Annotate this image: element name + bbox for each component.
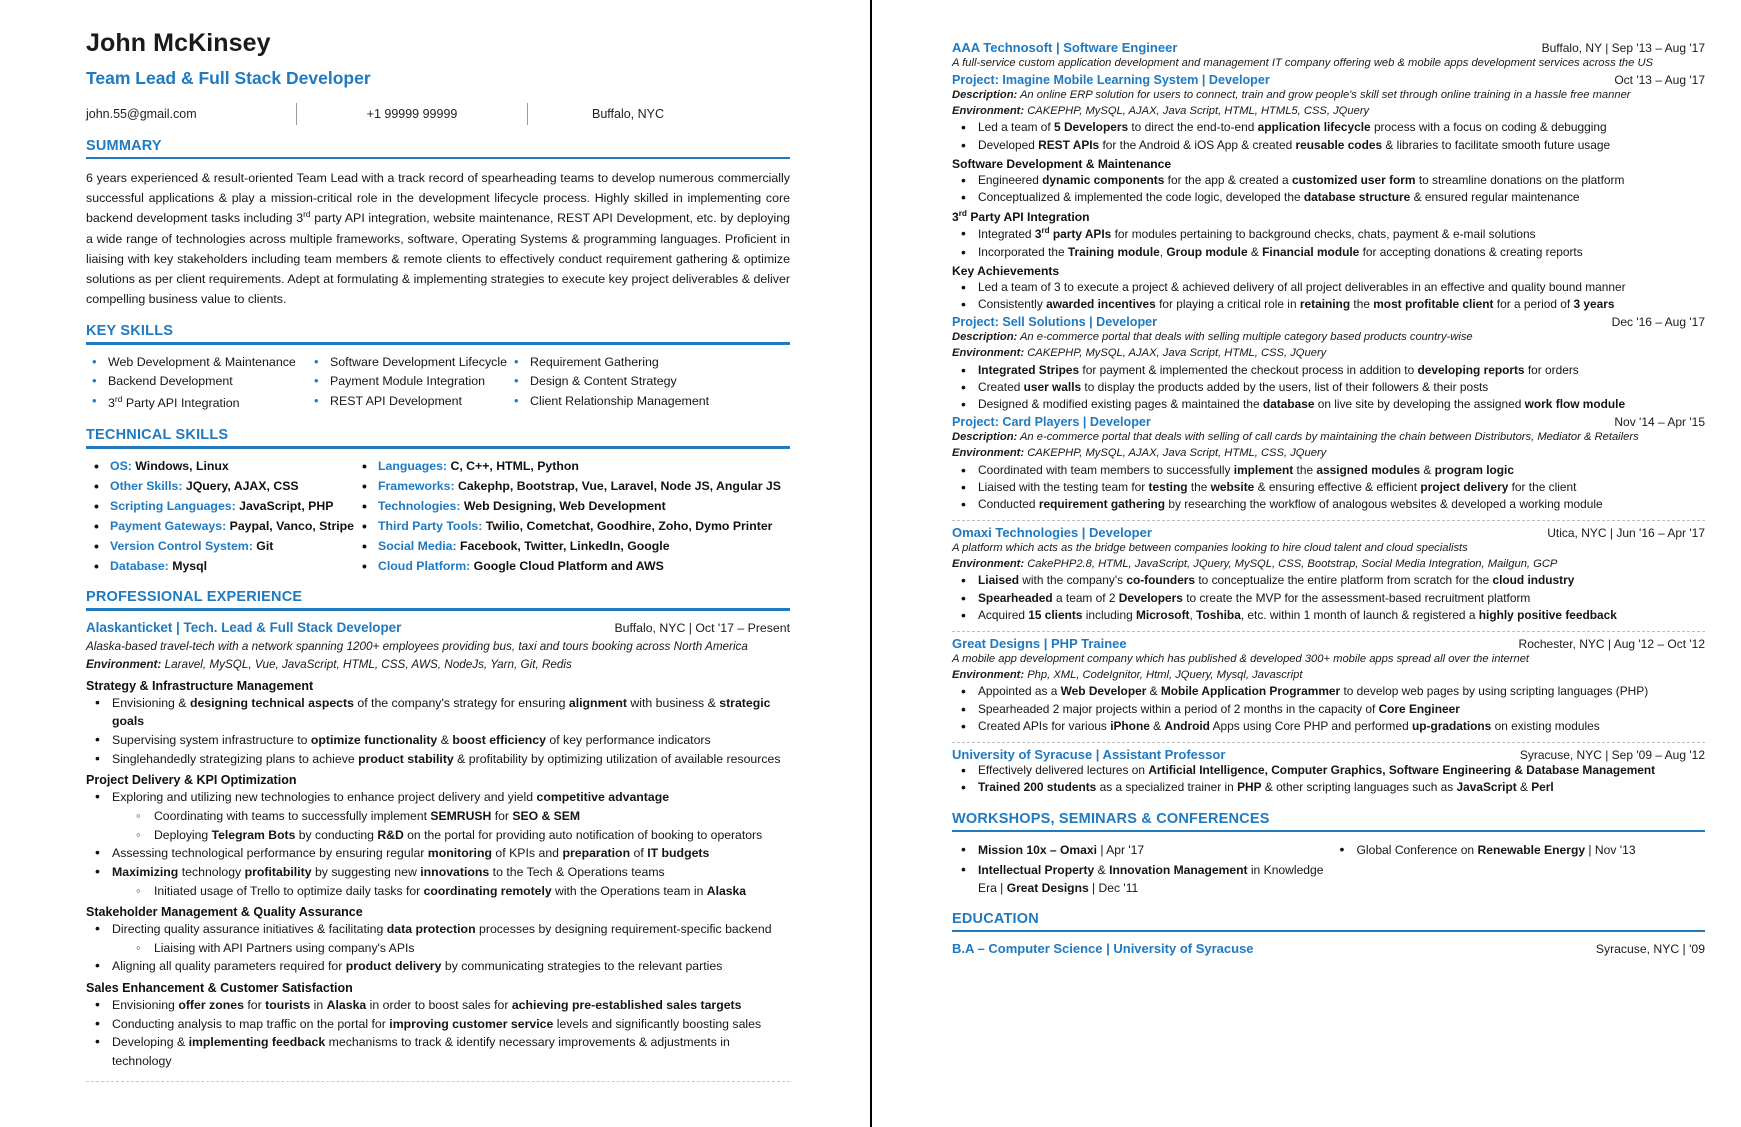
contact-email[interactable]: john.55@gmail.com [86,106,197,121]
job-description: A mobile app development company which has published & developed 300+ mobile apps spread all over the internet [952,653,1530,666]
entry-divider [952,742,1705,743]
education-degree: B.A – Computer Science | University of Syracuse [952,941,1254,957]
bullet-item: • Created APIs for various iPhone & Android Apps using Core PHP and performed up-gradations on existing modules [958,718,1705,735]
sub-bullet-item: ◦ Coordinating with teams to successfully implement SEMRUSH for SEO & SEM [134,807,790,826]
job-subsection-heading: Stakeholder Management & Quality Assurance [86,905,363,920]
project-environment: Environment: CAKEPHP, MySQL, AJAX, Java Script, HTML, HTML5, CSS, JQuery [952,105,1370,118]
bullet-item: • Conceptualized & implemented the code logic, developed the database structure & ensured regular maintenance [958,189,1705,206]
technical-skill-item: • Cloud Platform: Google Cloud Platform and AWS [360,558,790,576]
bullet-item: • Led a team of 3 to execute a project & achieved delivery of all project deliverables in an effective and quality bound manner [958,279,1705,296]
education-row [952,941,1705,956]
bullet-list [952,172,1705,207]
project-subsection-heading: Software Development & Maintenance [952,156,1172,171]
bullet-item: • Appointed as a Web Developer & Mobile Application Programmer to develop web pages by using scripting languages (PHP) [958,683,1705,700]
project-description: Description: An e-commerce portal that deals with selling of call cards by maintaining the chain between Distributors, Mediator & Retailers [952,431,1639,444]
job-subsection-heading: Project Delivery & KPI Optimization [86,773,297,788]
bullet-item: • Created user walls to display the products added by the users, list of their followers & their posts [958,379,1705,396]
entry-header [86,620,790,635]
key-skill-item: • Requirement Gathering [512,354,790,372]
project-description: Description: An e-commerce portal that deals with selling multiple category based products country-wise [952,331,1473,344]
key-skill-item: • Payment Module Integration [312,373,512,391]
job-meta: Rochester, NYC | Aug '12 – Oct '12 [1518,637,1705,652]
technical-skill-item: • Other Skills: JQuery, AJAX, CSS [92,478,360,496]
bullet-list [952,462,1705,514]
workshop-item: • Global Conference on Renewable Energy | Nov '13 [1337,841,1706,859]
job-description: A platform which acts as the bridge between companies looking to hire cloud talent and cloud specialists [952,542,1468,555]
bullet-list [952,683,1705,735]
key-skill-item: • Client Relationship Management [512,393,790,413]
sub-bullet-item: ◦ Deploying Telegram Bots by conducting R&D on the portal for providing auto notification of booking to operators [134,826,790,845]
contact-row [86,104,790,124]
technical-skill-item: • OS: Windows, Linux [92,458,360,476]
section-heading-workshops: WORKSHOPS, SEMINARS & CONFERENCES [952,810,1270,827]
project-subsection-heading: 3rd Party API Integration [952,209,1090,225]
job-description: A full-service custom application development and management IT company offering web & mobile apps development services across the US [952,57,1654,69]
key-skill-item: • Web Development & Maintenance [90,354,312,372]
bullet-item: • Directing quality assurance initiatives & facilitating data protection processes by designing requirement-specific backend ◦ Liaising with API Partners using company's APIs [92,920,790,957]
entry-divider [952,520,1705,521]
bullet-list [952,762,1705,797]
project-meta: Dec '16 – Aug '17 [1611,315,1705,330]
job-subsection-heading: Sales Enhancement & Customer Satisfaction [86,981,353,996]
bullet-item: • Trained 200 students as a specialized trainer in PHP & other scripting languages such as JavaScript & Perl [958,779,1705,796]
section-heading-summary: SUMMARY [86,137,162,154]
sub-bullet-list [112,882,790,901]
project-environment: Environment: CAKEPHP, MySQL, AJAX, Java Script, HTML, CSS, JQuery [952,447,1327,460]
key-skill-item: • 3rd Party API Integration [90,393,312,413]
technical-skill-item: • Database: Mysql [92,558,360,576]
bullet-list [952,279,1705,314]
bullet-item: • Assessing technological performance by ensuring regular monitoring of KPIs and preparation of IT budgets [92,844,790,863]
section-rule [86,342,790,345]
key-skills-grid [86,354,790,414]
bullet-item: • Supervising system infrastructure to optimize functionality & boost efficiency of key performance indicators [92,731,790,750]
section-heading-key-skills: KEY SKILLS [86,323,174,340]
bullet-item: • Integrated 3rd party APIs for modules pertaining to background checks, chats, payment & e-mail solutions [958,225,1705,243]
sub-bullet-list [112,939,790,958]
key-skill-item: • Design & Content Strategy [512,373,790,391]
bullet-list [86,996,790,1071]
entry-header [952,73,1705,87]
bullet-item: • Envisioning & designing technical aspects of the company's strategy for ensuring alignment with business & strategic goals [92,694,790,731]
project-subsection-heading: Key Achievements [952,263,1060,278]
bullet-list [952,119,1705,154]
contact-phone[interactable]: +1 99999 99999 [366,106,458,121]
sub-bullet-item: ◦ Liaising with API Partners using company's APIs [134,939,790,958]
bullet-list [86,788,790,900]
bullet-item: • Led a team of 5 Developers to direct the end-to-end application lifecycle process with a focus on coding & debugging [958,119,1705,136]
bullet-list [952,362,1705,414]
section-rule [86,157,790,160]
sub-bullet-item: ◦ Initiated usage of Trello to optimize daily tasks for coordinating remotely with the Operations team in Alaska [134,882,790,901]
bullet-item: • Conducted requirement gathering by researching the workflow of analogous websites & developed a working module [958,496,1705,513]
left-column [0,0,870,1127]
project-title[interactable]: Project: Sell Solutions | Developer [952,315,1158,330]
technical-skill-item: • Version Control System: Git [92,538,360,556]
experience-left [86,620,790,1071]
page-title: John McKinsey [86,29,271,57]
job-meta: Syracuse, NYC | Sep '09 – Aug '12 [1519,748,1705,763]
entry-header [952,415,1705,429]
bullet-item: • Liaised with the testing team for testing the website & ensuring effective & efficient project delivery for the client [958,479,1705,496]
project-meta: Nov '14 – Apr '15 [1614,415,1705,430]
bullet-list [952,572,1705,624]
bullet-item: • Developing & implementing feedback mechanisms to track & identify necessary improvements & adjustments in technology [92,1033,790,1070]
job-meta: Buffalo, NYC | Oct '17 – Present [614,620,790,635]
bullet-item: • Incorporated the Training module, Group module & Financial module for accepting donations & creating reports [958,244,1705,261]
bullet-item: • Engineered dynamic components for the app & created a customized user form to streamline donations on the platform [958,172,1705,189]
bullet-item: • Developed REST APIs for the Android & iOS App & created reusable codes & libraries to facilitate smooth future usage [958,137,1705,154]
job-environment: Environment: Php, XML, CodeIgnitor, Html, JQuery, Mysql, Javascript [952,669,1303,682]
bullet-item: • Exploring and utilizing new technologies to enhance project delivery and yield competitive advantage ◦ Coordinating with teams to successfully implement SEMRUSH for SEO & SEM ◦ Deploying Telegram Bots by conducting R&D on the portal for providing auto notification of booking to operators [92,788,790,844]
bullet-item: • Singlehandedly strategizing plans to achieve product stability & profitability by optimizing utilization of available resources [92,750,790,769]
workshop-spacer [1337,861,1706,897]
job-title[interactable]: Great Designs | PHP Trainee [952,636,1127,652]
bullet-item: • Spearheaded 2 major projects within a period of 2 months in the capacity of Core Engineer [958,701,1705,718]
project-environment: Environment: CAKEPHP, MySQL, AJAX, Java Script, HTML, CSS, JQuery [952,347,1327,360]
job-description: Alaska-based travel-tech with a network spanning 1200+ employees providing bus, taxi and tours booking across North America [86,639,748,653]
job-meta: Buffalo, NY | Sep '13 – Aug '17 [1541,41,1705,55]
experience-right [952,40,1705,797]
bullet-item: • Aligning all quality parameters required for product delivery by communicating strategies to the relevant parties [92,957,790,976]
section-heading-education: EDUCATION [952,911,1039,928]
technical-skill-item: • Languages: C, C++, HTML, Python [360,458,790,476]
section-heading-professional-experience: PROFESSIONAL EXPERIENCE [86,589,303,606]
bullet-item: • Spearheaded a team of 2 Developers to create the MVP for the assessment-based recruitment platform [958,590,1705,607]
technical-skill-item: • Scripting Languages: JavaScript, PHP [92,498,360,516]
workshop-item: • Intellectual Property & Innovation Management in Knowledge Era | Great Designs | Dec '11 [958,861,1327,897]
right-column [870,0,1741,1127]
project-title[interactable]: Project: Card Players | Developer [952,415,1151,430]
entry-header [952,525,1705,540]
job-environment: Environment: CakePHP2.8, HTML, JavaScript, JQuery, MySQL, CSS, Bootstrap, Social Media Integration, Mailgun, GCP [952,558,1558,571]
bullet-list [952,225,1705,260]
project-meta: Oct '13 – Aug '17 [1614,73,1705,88]
bullet-item: • Coordinated with team members to successfully implement the assigned modules & program logic [958,462,1705,479]
summary-text: 6 years experienced & result-oriented Team Lead with a track record of spearheading teams to develop numerous commercially successful applications & play a mission-critical role in the development lifecycle process. Highly skilled in implementing core backend development tasks including 3rd party API integration, website maintenance, REST API Development, etc. by deploying a wide range of technologies across multiple frameworks, software, Operating Systems & programming languages. Proficient in liaising with key stakeholders including team members & remote clients to effectively conduct requirement gathering & optimize solutions as per client requirements. Adept at formulating & implementing strategies to execute key project deliverables & deliver compelling business value to clients. [86,171,790,306]
section-rule [952,830,1705,832]
section-rule [86,446,790,449]
workshop-item: • Mission 10x – Omaxi | Apr '17 [958,841,1327,859]
section-heading-technical-skills: TECHNICAL SKILLS [86,427,229,444]
key-skill-item: • REST API Development [312,393,512,413]
workshops-grid [952,841,1705,897]
section-rule [86,608,790,611]
entry-header [952,636,1705,651]
entry-header [952,40,1705,55]
job-environment: Environment: Laravel, MySQL, Vue, JavaScript, HTML, CSS, AWS, NodeJs, Yarn, Git, Redis [86,658,572,672]
key-skill-item: • Software Development Lifecycle [312,354,512,372]
job-title[interactable]: Alaskanticket | Tech. Lead & Full Stack Developer [86,619,402,635]
bullet-item: • Effectively delivered lectures on Artificial Intelligence, Computer Graphics, Software Engineering & Database Management [958,762,1705,779]
bullet-item: • Conducting analysis to map traffic on the portal for improving customer service levels and significantly boosting sales [92,1015,790,1034]
technical-skill-item: • Frameworks: Cakephp, Bootstrap, Vue, Laravel, Node JS, Angular JS [360,478,790,496]
job-meta: Utica, NYC | Jun '16 – Apr '17 [1547,526,1705,541]
sub-bullet-list [112,807,790,844]
bullet-item: • Consistently awarded incentives for playing a critical role in retaining the most profitable client for a period of 3 years [958,296,1705,313]
bullet-list [86,920,790,976]
project-description: Description: An online ERP solution for users to connect, train and grow people's skill set through online training in a hassle free manner [952,89,1631,102]
entry-divider [952,631,1705,632]
entry-header [952,315,1705,329]
technical-skills-grid [86,458,790,576]
technical-skill-item: • Third Party Tools: Twilio, Cometchat, Goodhire, Zoho, Dymo Printer [360,518,790,536]
bullet-item: • Envisioning offer zones for tourists in Alaska in order to boost sales for achieving pre-established sales targets [92,996,790,1015]
bullet-item: • Acquired 15 clients including Microsoft, Toshiba, etc. within 1 month of launch & registered a highly positive feedback [958,607,1705,624]
bullet-list [86,694,790,769]
bullet-item: • Liaised with the company's co-founders to conceptualize the entire platform from scratch for the cloud industry [958,572,1705,589]
bullet-item: • Designed & modified existing pages & maintained the database on live site by developing the assigned work flow module [958,396,1705,413]
job-subsection-heading: Strategy & Infrastructure Management [86,678,314,693]
entry-header [952,747,1705,762]
bullet-item: • Maximizing technology profitability by suggesting new innovations to the Tech & Operations teams ◦ Initiated usage of Trello to optimize daily tasks for coordinating remotely with the Operations team in Alaska [92,863,790,900]
contact-location: Buffalo, NYC [591,106,665,121]
headline-role: Team Lead & Full Stack Developer [86,67,371,88]
job-title[interactable]: Omaxi Technologies | Developer [952,525,1152,541]
section-rule [952,930,1705,932]
job-title[interactable]: University of Syracuse | Assistant Professor [952,747,1226,763]
bullet-item: • Integrated Stripes for payment & implemented the checkout process in addition to developing reports for orders [958,362,1705,379]
technical-skill-item: • Technologies: Web Designing, Web Development [360,498,790,516]
key-skill-item: • Backend Development [90,373,312,391]
education-meta: Syracuse, NYC | '09 [1595,942,1705,957]
technical-skill-item: • Payment Gateways: Paypal, Vanco, Stripe [92,518,360,536]
technical-skill-item: • Social Media: Facebook, Twitter, LinkedIn, Google [360,538,790,556]
project-title[interactable]: Project: Imagine Mobile Learning System | Developer [952,73,1270,88]
section-divider [86,1081,790,1082]
job-title[interactable]: AAA Technosoft | Software Engineer [952,40,1178,55]
